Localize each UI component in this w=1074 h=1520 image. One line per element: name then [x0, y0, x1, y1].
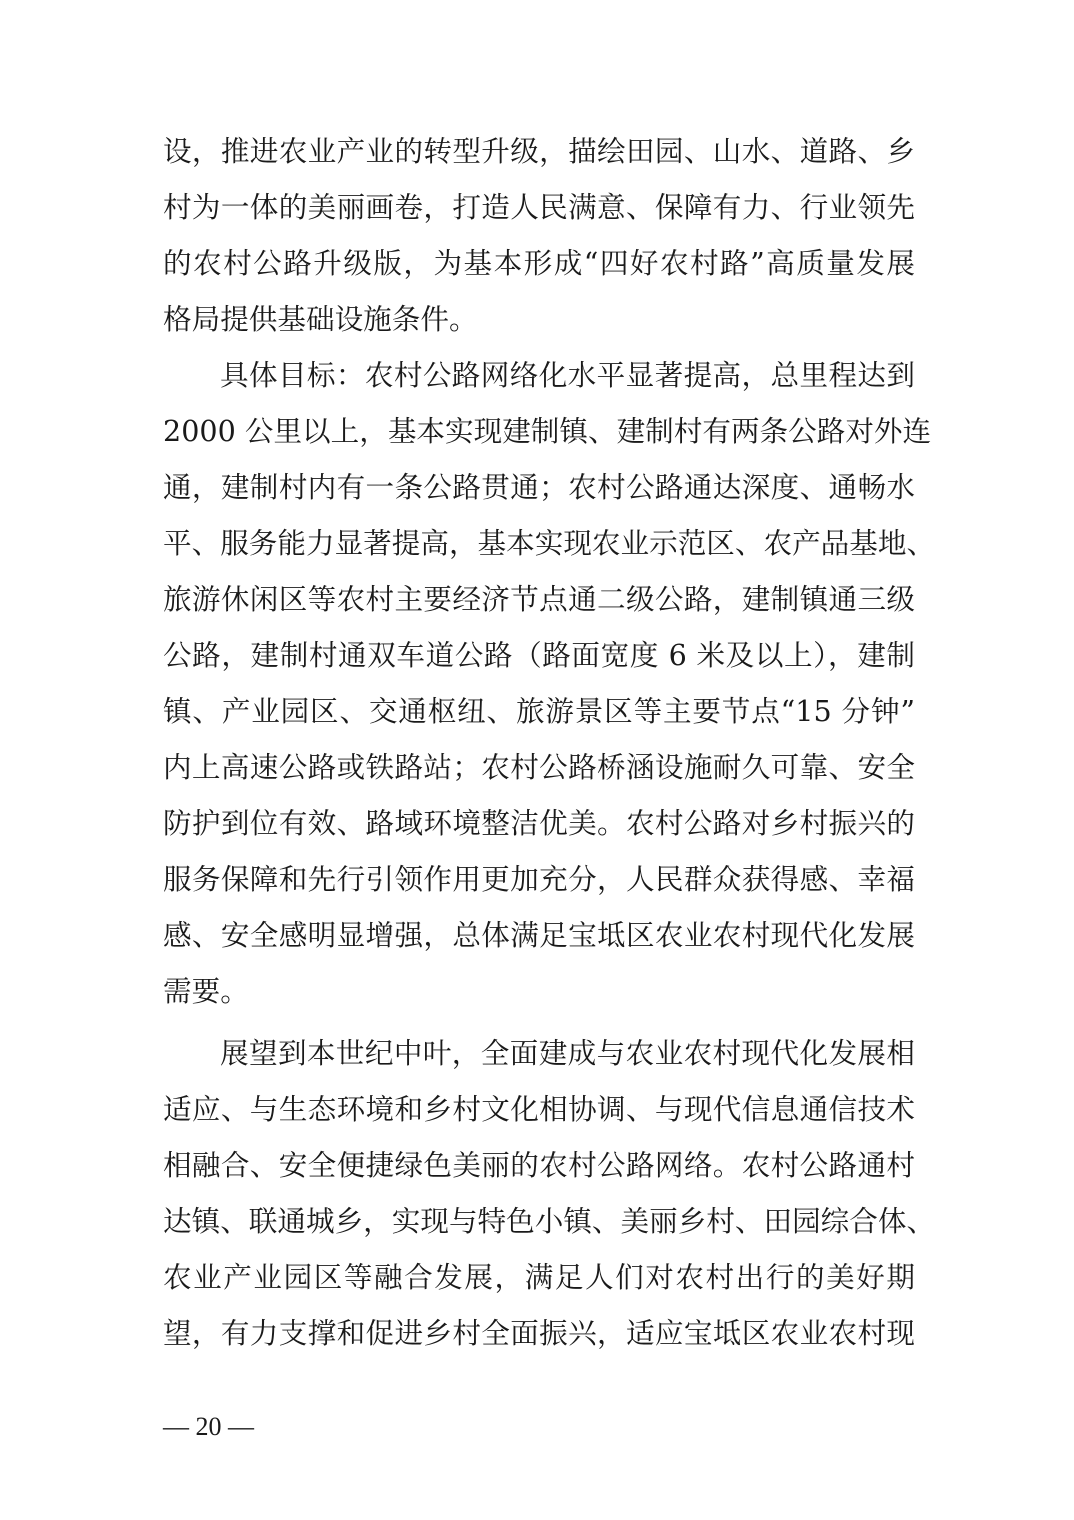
text-line: 适应、与生态环境和乡村文化相协调、与现代信息通信技术 [163, 1092, 915, 1126]
paragraph-first-line: 展望到本世纪中叶，全面建成与农业农村现代化发展相 [220, 1036, 915, 1070]
text-line: 平、服务能力显著提高，基本实现农业示范区、农产品基地、 [163, 526, 936, 560]
text-line: 达镇、联通城乡，实现与特色小镇、美丽乡村、田园综合体、 [163, 1204, 936, 1238]
text-line: 设，推进农业产业的转型升级，描绘田园、山水、道路、乡 [163, 134, 915, 168]
text-line: 农业产业园区等融合发展，满足人们对农村出行的美好期 [163, 1260, 915, 1294]
page-number: — 20 — [163, 1412, 254, 1441]
text-line: 感、安全感明显增强，总体满足宝坻区农业农村现代化发展 [163, 918, 915, 952]
text-line: 望，有力支撑和促进乡村全面振兴，适应宝坻区农业农村现 [163, 1316, 915, 1350]
text-line: 相融合、安全便捷绿色美丽的农村公路网络。农村公路通村 [163, 1148, 915, 1182]
text-line: 2000 公里以上，基本实现建制镇、建制村有两条公路对外连 [163, 414, 932, 448]
text-line: 服务保障和先行引领作用更加充分，人民群众获得感、幸福 [163, 862, 915, 896]
text-line: 公路，建制村通双车道公路（路面宽度 6 米及以上），建制 [163, 638, 915, 672]
text-line: 防护到位有效、路域环境整洁优美。农村公路对乡村振兴的 [163, 806, 915, 840]
text-line: 需要。 [163, 974, 249, 1008]
text-line: 村为一体的美丽画卷，打造人民满意、保障有力、行业领先 [163, 190, 915, 224]
text-line: 的农村公路升级版，为基本形成“四好农村路”高质量发展 [163, 246, 915, 280]
text-line: 镇、产业园区、交通枢纽、旅游景区等主要节点“15 分钟” [163, 694, 915, 728]
paragraph-first-line: 具体目标：农村公路网络化水平显著提高，总里程达到 [220, 358, 915, 392]
text-line: 格局提供基础设施条件。 [163, 302, 478, 336]
text-line: 内上高速公路或铁路站；农村公路桥涵设施耐久可靠、安全 [163, 750, 915, 784]
text-line: 通，建制村内有一条公路贯通；农村公路通达深度、通畅水 [163, 470, 915, 504]
text-line: 旅游休闲区等农村主要经济节点通二级公路，建制镇通三级 [163, 582, 915, 616]
